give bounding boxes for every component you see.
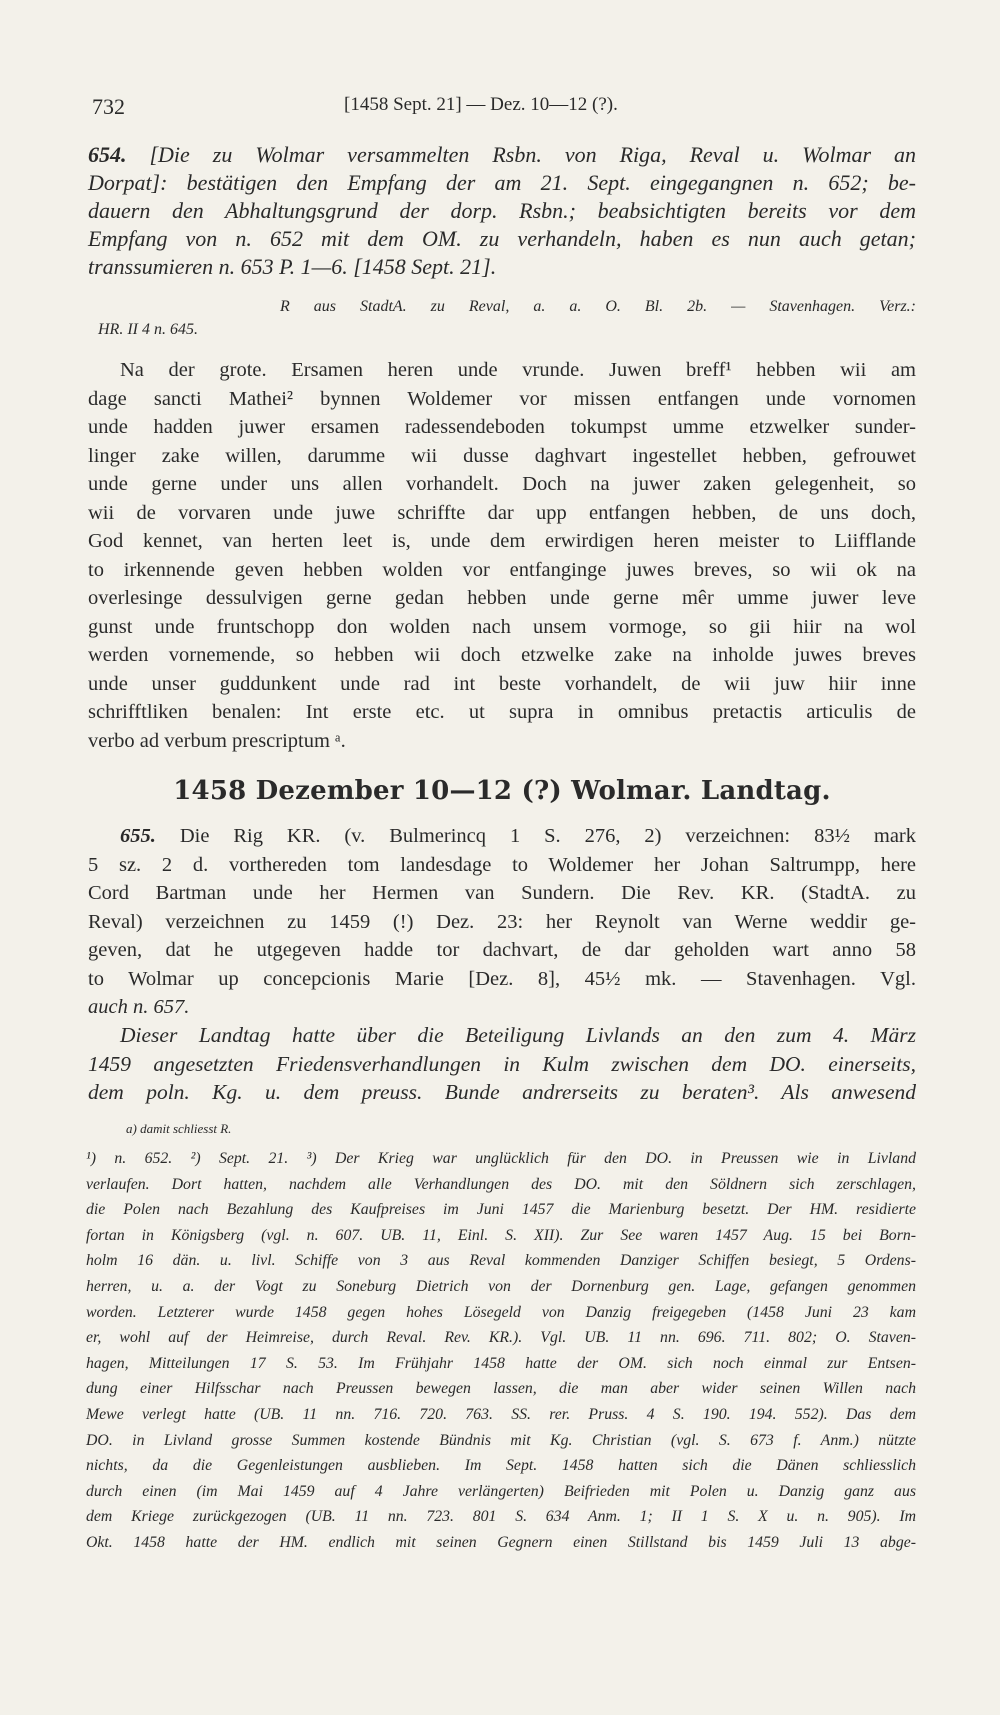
text-line: unde gerne under uns allen vorhandelt. Doch na juwer zaken gelegenheit, so: [88, 473, 916, 495]
running-header: [92, 94, 916, 124]
footnote-line: die Polen nach Bezahlung des Kaufpreises im Juni 1457 die Marienburg besetzt. Der HM. residierte: [86, 1201, 916, 1219]
text-line: auch n. 657.: [88, 996, 190, 1018]
text-line: gunst unde fruntschopp don wolden nach unsem vormoge, so gii hiir na wol: [88, 615, 916, 638]
text-655: [88, 822, 916, 1022]
regest-line: transsumieren n. 653 P. 1—6. [1458 Sept. 21].: [88, 254, 497, 279]
text-line: 1459 angesetzten Friedensverhandlungen in Kulm zwischen dem DO. einerseits,: [88, 1051, 916, 1076]
footnote-line: nichts, da die Gegenleistungen ausblieben. Im Sept. 1458 hatten sich die Dänen schliesslich: [86, 1457, 916, 1475]
text-line: to Wolmar up concepcionis Marie [Dez. 8], 45½ mk. — Stavenhagen. Vgl.: [88, 967, 916, 990]
textnote: a) damit schliesst R.: [126, 1121, 232, 1136]
text-654: [88, 356, 916, 755]
text-line: Die Rig KR. (v. Bulmerincq 1 S. 276, 2) verzeichnen: 83½ mark: [179, 825, 916, 847]
regest-line: Dorpat]: bestätigen den Empfang der am 21. Sept. eingegangnen n. 652; be-: [88, 170, 916, 195]
footnote-line: ¹) n. 652. ²) Sept. 21. ³) Der Krieg war unglücklich für den DO. in Preussen wie in Livland: [86, 1150, 916, 1167]
footnote-line: worden. Letzterer wurde 1458 gegen hohes Lösegeld von Danzig freigegeben (1458 Juni 23 kam: [86, 1303, 916, 1321]
doc-number-654: 654.: [88, 142, 127, 167]
text-line: geven, dat he utgegeven hadde tor dachvart, de dar geholden wart anno 58: [88, 939, 916, 961]
section-title: 1458 Dezember 10—12 (?) Wolmar. Landtag.: [173, 776, 831, 806]
text-line: 5 sz. 2 d. vorthereden tom landesdage to Woldemer her Johan Saltrumpp, here: [88, 853, 916, 876]
footnote-line: herren, u. a. der Vogt zu Soneburg Dietrich von der Dornenburg gen. Lage, gefangen genommen: [86, 1277, 916, 1295]
footnote-line: dem Kriege zurückgezogen (UB. 11 nn. 723. 801 S. 634 Anm. 1; II 1 S. X u. n. 905). Im: [86, 1508, 916, 1526]
text-line: dage sancti Mathei² bynnen Woldemer vor missen entfangen unde vornomen: [88, 387, 916, 410]
text-line: Reval) verzeichnen zu 1459 (!) Dez. 23: her Reynolt van Werne weddir ge-: [88, 910, 916, 933]
text-line: Dieser Landtag hatte über die Beteiligung Livlands an den zum 4. März: [120, 1023, 916, 1047]
text-line: to irkennende geven hebben wolden vor entfanginge juwes breves, so wii ok na: [88, 558, 916, 581]
text-line: dem poln. Kg. u. dem preuss. Bunde andrerseits zu beraten³. Als anwesend: [88, 1080, 916, 1104]
text-line: God kennet, van herten leet is, unde dem erwirdigen heren meister to Liifflande: [88, 530, 916, 552]
text-line: overlesinge dessulvigen gerne gedan hebben unde gerne mêr umme juwer leve: [88, 587, 916, 609]
text-line: Cord Bartman unde her Hermen van Sundern. Die Rev. KR. (StadtA. zu: [88, 882, 916, 904]
text-line: verbo ad verbum prescriptum ᵃ.: [88, 729, 346, 752]
text-line: wii de vorvaren unde juwe schriffte dar upp entfangen hebben, de uns doch,: [88, 501, 916, 524]
text-line: linger zake willen, darumme wii dusse daghvart ingestellet hebben, gefrouwet: [88, 444, 916, 467]
regest-654: [88, 141, 916, 281]
text-line: werden vornemende, so hebben wii doch etzwelke zake na inholde juwes breves: [88, 644, 916, 666]
text-line: schrifftliken benalen: Int erste etc. ut supra in omnibus pretactis articulis de: [88, 701, 916, 723]
footnote-line: Mewe verlegt hatte (UB. 11 nn. 716. 720. 763. SS. rer. Pruss. 4 S. 190. 194. 552). Das dem: [86, 1405, 916, 1423]
running-title: [1458 Sept. 21] — Dez. 10—12 (?).: [344, 94, 618, 115]
footnote-line: fortan in Königsberg (vgl. n. 607. UB. 11, Einl. S. XII). Zur See waren 1457 Aug. 15 bei Born-: [86, 1226, 916, 1244]
footnote-line: DO. in Livland grosse Summen kostende Bündnis mit Kg. Christian (vgl. S. 673 f. Anm.) nützte: [86, 1431, 916, 1449]
paragraph-655: [88, 1021, 916, 1107]
doc-number-655: 655.: [120, 825, 156, 847]
footnotes: [86, 1146, 916, 1556]
regest-line: dauern den Abhaltungsgrund der dorp. Rsbn.; beabsichtigten bereits vor dem: [88, 198, 916, 223]
source-line: HR. II 4 n. 645.: [98, 321, 198, 338]
footnote-line: er, wohl auf der Heimreise, durch Reval. Rev. KR.). Vgl. UB. 11 nn. 696. 711. 802; O. Staven-: [86, 1329, 916, 1347]
text-line: Na der grote. Ersamen heren unde vrunde. Juwen breff¹ hebben wii am: [120, 359, 916, 381]
page-number: 732: [92, 94, 125, 119]
footnote-line: dung einer Hilfsschar nach Preussen bewegen lassen, die man aber wider seinen Willen nach: [86, 1380, 916, 1398]
source-note-654: [280, 295, 916, 318]
source-note-654-cont: [98, 318, 916, 341]
regest-line: Empfang von n. 652 mit dem OM. zu verhandeln, haben es nun auch getan;: [88, 226, 916, 251]
footnote-line: holm 16 dän. u. livl. Schiffe von 3 aus Reval kommenden Danziger Schiffen besiegt, 5 Ordens-: [86, 1252, 916, 1270]
regest-line: [Die zu Wolmar versammelten Rsbn. von Riga, Reval u. Wolmar an: [149, 142, 917, 167]
text-line: unde unser guddunkent unde rad int beste vorhandelt, de wii juw hiir inne: [88, 672, 916, 695]
source-line: R aus StadtA. zu Reval, a. a. O. Bl. 2b. — Stavenhagen. Verz.:: [280, 298, 916, 315]
footnote-line: durch einen (im Mai 1459 auf 4 Jahre verlängerten) Beifrieden mit Polen u. Danzig ganz aus: [86, 1482, 916, 1500]
footnote-line: Okt. 1458 hatte der HM. endlich mit seinen Gegnern einen Stillstand bis 1459 Juli 13 abge-: [86, 1533, 916, 1551]
footnote-line: hagen, Mitteilungen 17 S. 53. Im Frühjahr 1458 hatte der OM. sich noch einmal zur Entsen-: [86, 1354, 916, 1372]
text-line: unde hadden juwer ersamen radessendeboden tokumpst umme etzwelker sunder-: [88, 416, 916, 438]
footnote-line: verlaufen. Dort hatten, nachdem alle Verhandlungen des DO. mit den Söldnern sich zerschlagen,: [86, 1175, 916, 1193]
